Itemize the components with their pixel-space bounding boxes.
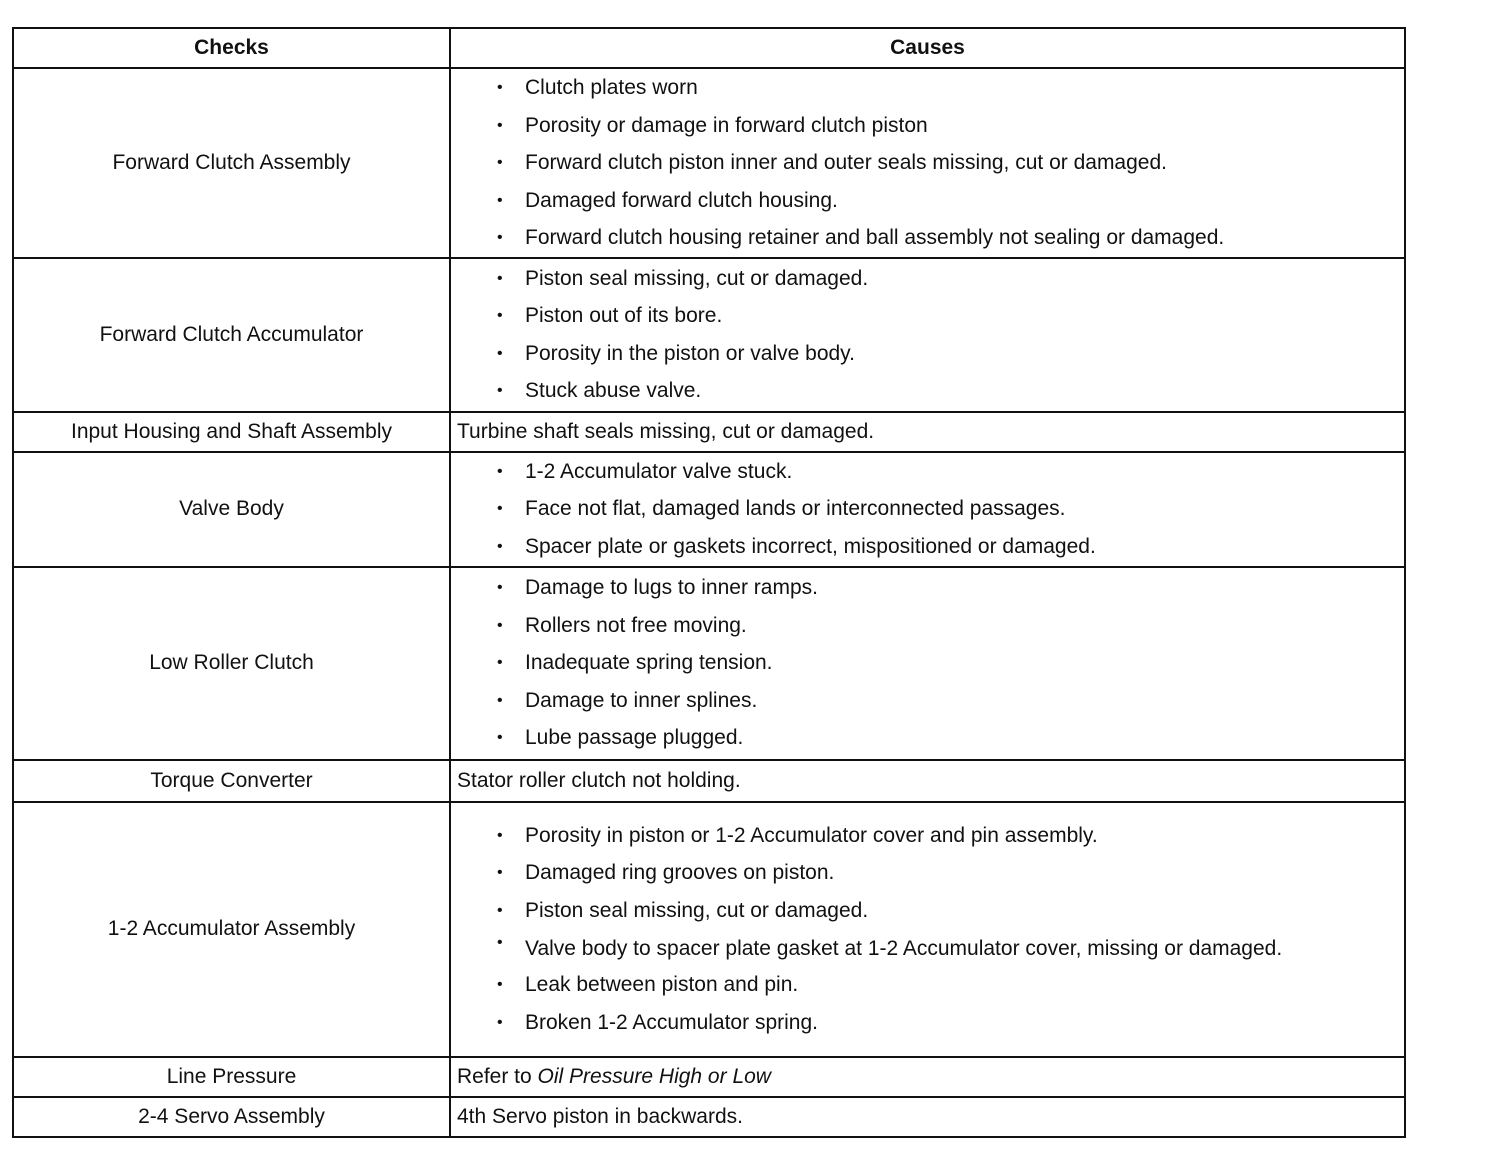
causes-list bbox=[457, 453, 1404, 566]
causes-header: Causes bbox=[450, 28, 1405, 68]
cause-text: 4th Servo piston in backwards. bbox=[457, 1104, 743, 1128]
cause-item: • Piston out of its bore. bbox=[497, 297, 1404, 335]
check-cell: Forward Clutch Assembly bbox=[13, 68, 450, 258]
cause-item: • Porosity or damage in forward clutch piston bbox=[497, 107, 1404, 145]
cause-item: • Damaged ring grooves on piston. bbox=[497, 854, 1404, 892]
cause-item: • Inadequate spring tension. bbox=[497, 644, 1404, 682]
cause-item: • Spacer plate or gaskets incorrect, mispositioned or damaged. bbox=[497, 528, 1404, 566]
causes-cell bbox=[450, 567, 1405, 760]
causes-cell bbox=[450, 1057, 1405, 1097]
cause-item: • Forward clutch piston inner and outer seals missing, cut or damaged. bbox=[497, 144, 1404, 182]
cause-text: Stator roller clutch not holding. bbox=[457, 768, 741, 792]
causes-cell bbox=[450, 1097, 1405, 1137]
cause-item: • 1-2 Accumulator valve stuck. bbox=[497, 453, 1404, 491]
cause-item: • Valve body to spacer plate gasket at 1-2 Accumulator cover, missing or damaged. bbox=[497, 929, 1404, 966]
causes-cell bbox=[450, 258, 1405, 412]
check-cell: 1-2 Accumulator Assembly bbox=[13, 802, 450, 1057]
cause-item: • Broken 1-2 Accumulator spring. bbox=[497, 1004, 1404, 1042]
causes-list bbox=[457, 260, 1404, 410]
check-cell: Line Pressure bbox=[13, 1057, 450, 1097]
check-cell: Torque Converter bbox=[13, 760, 450, 802]
table-row bbox=[13, 760, 1405, 802]
cause-item: • Piston seal missing, cut or damaged. bbox=[497, 892, 1404, 930]
causes-list bbox=[457, 817, 1404, 1042]
table-row bbox=[13, 412, 1405, 452]
cause-item: • Rollers not free moving. bbox=[497, 607, 1404, 645]
table-row bbox=[13, 68, 1405, 258]
checks-header: Checks bbox=[13, 28, 450, 68]
cause-item: • Piston seal missing, cut or damaged. bbox=[497, 260, 1404, 298]
cause-item: • Forward clutch housing retainer and ball assembly not sealing or damaged. bbox=[497, 219, 1404, 257]
checks-causes-table bbox=[12, 27, 1406, 1138]
cause-item: • Clutch plates worn bbox=[497, 69, 1404, 107]
table-row bbox=[13, 567, 1405, 760]
causes-cell bbox=[450, 760, 1405, 802]
cause-item: • Damage to lugs to inner ramps. bbox=[497, 569, 1404, 607]
causes-list bbox=[457, 569, 1404, 757]
cause-text: Refer to bbox=[457, 1064, 538, 1088]
check-cell: Valve Body bbox=[13, 452, 450, 567]
cause-item: • Damaged forward clutch housing. bbox=[497, 182, 1404, 220]
cause-item: • Face not flat, damaged lands or interconnected passages. bbox=[497, 490, 1404, 528]
cause-reference: Oil Pressure High or Low bbox=[537, 1064, 771, 1088]
causes-cell bbox=[450, 412, 1405, 452]
table-row bbox=[13, 452, 1405, 567]
cause-item: • Porosity in the piston or valve body. bbox=[497, 335, 1404, 373]
causes-cell bbox=[450, 68, 1405, 258]
cause-item: • Leak between piston and pin. bbox=[497, 966, 1404, 1004]
causes-cell bbox=[450, 802, 1405, 1057]
cause-item: • Stuck abuse valve. bbox=[497, 372, 1404, 410]
cause-item: • Lube passage plugged. bbox=[497, 719, 1404, 757]
check-cell: Low Roller Clutch bbox=[13, 567, 450, 760]
cause-text: Turbine shaft seals missing, cut or damaged. bbox=[457, 419, 875, 443]
check-cell: Input Housing and Shaft Assembly bbox=[13, 412, 450, 452]
table-row bbox=[13, 802, 1405, 1057]
table-row bbox=[13, 1097, 1405, 1137]
table-row bbox=[13, 1057, 1405, 1097]
causes-cell bbox=[450, 452, 1405, 567]
cause-item: • Damage to inner splines. bbox=[497, 682, 1404, 720]
check-cell: Forward Clutch Accumulator bbox=[13, 258, 450, 412]
check-cell: 2-4 Servo Assembly bbox=[13, 1097, 450, 1137]
header-row bbox=[13, 28, 1405, 68]
cause-item: • Porosity in piston or 1-2 Accumulator cover and pin assembly. bbox=[497, 817, 1404, 855]
table-row bbox=[13, 258, 1405, 412]
causes-list bbox=[457, 69, 1404, 257]
